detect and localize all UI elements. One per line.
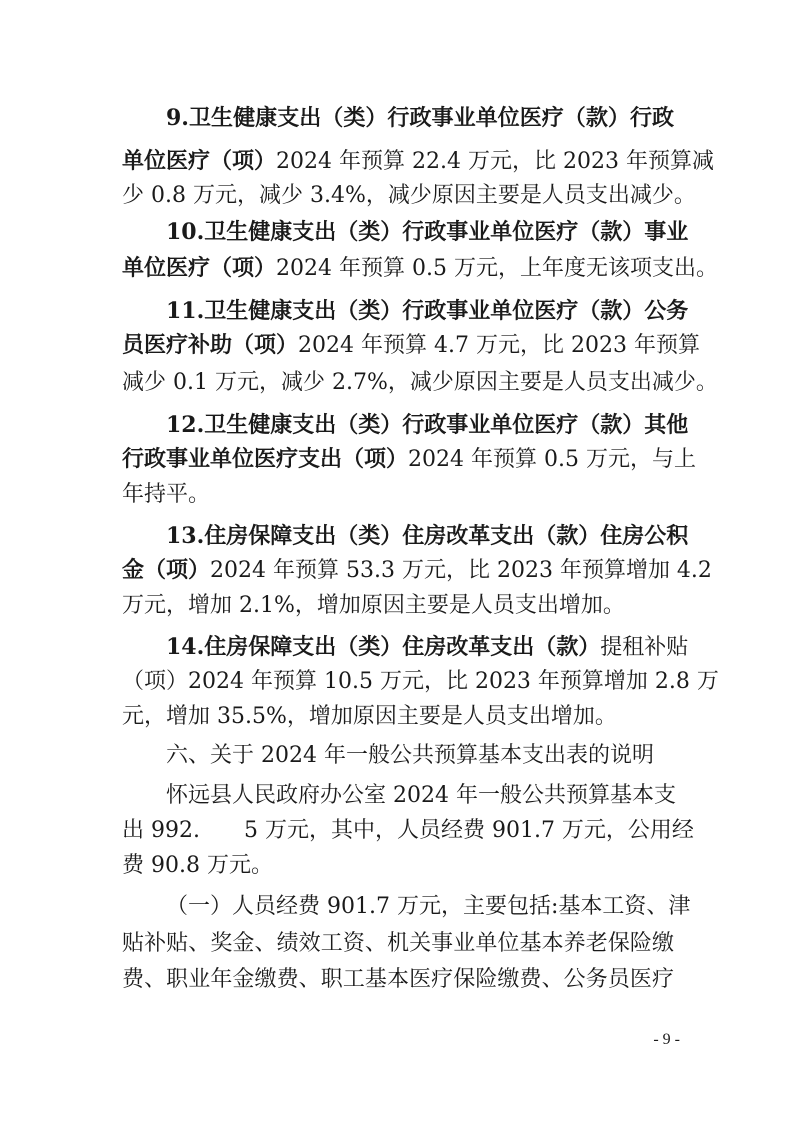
text-line <box>122 444 696 474</box>
body-text: 年持平。 <box>122 482 211 507</box>
text-line <box>166 632 689 662</box>
body-text: 六、关于 2024 年一般公共预算基本支出表的说明 <box>166 743 654 768</box>
body-text: 万元，增加 2.1%，增加原因主要是人员支出增加。 <box>122 593 625 618</box>
bold-text: 行政事业单位医疗支出（项） <box>122 446 409 472</box>
body-text: 怀远县人民政府办公室 2024 年一般公共预算基本支 <box>166 783 676 808</box>
body-text: 2024 年预算 53.3 万元，比 2023 年预算增加 4.2 <box>210 558 712 583</box>
text-line <box>122 479 674 509</box>
body-text: 提租补贴 <box>600 635 689 660</box>
text-line <box>166 521 689 551</box>
body-text: （项）2024 年预算 10.5 万元，比 2023 年预算增加 2.8 万 <box>122 669 719 694</box>
body-text: 2024 年预算 0.5 万元，上年度无该项支出。 <box>276 256 718 281</box>
bold-text: 9.卫生健康支出（类）行政事业单位医疗（款）行政 <box>166 105 674 131</box>
text-line <box>122 330 700 360</box>
text-line <box>122 555 712 585</box>
text-line <box>166 296 689 326</box>
body-text: 贴补贴、奖金、绩效工资、机关事业单位基本养老保险缴 <box>122 931 674 956</box>
text-line <box>122 666 719 696</box>
body-text: 费、职业年金缴费、职工基本医疗保险缴费、公务员医疗 <box>122 967 674 992</box>
section-heading <box>166 740 674 770</box>
text-line <box>122 701 674 731</box>
body-text: 2024 年预算 4.7 万元，比 2023 年预算 <box>298 333 700 358</box>
text-line <box>166 410 689 440</box>
text-line <box>122 850 674 880</box>
bold-text: 金（项） <box>122 557 211 583</box>
body-text: 出 992. 5 万元，其中，人员经费 901.7 万元，公用经 <box>122 818 694 843</box>
body-text: 少 0.8 万元，减少 3.4%，减少原因主要是人员支出减少。 <box>122 183 696 208</box>
text-line <box>122 928 674 958</box>
body-text: 减少 0.1 万元，减少 2.7%，减少原因主要是人员支出减少。 <box>122 370 718 395</box>
text-line <box>122 146 714 176</box>
text-line <box>122 815 694 845</box>
text-line <box>166 103 674 133</box>
page-number: - 9 - <box>653 1031 680 1048</box>
body-text: 元，增加 35.5%，增加原因主要是人员支出增加。 <box>122 704 617 729</box>
bold-text: 12.卫生健康支出（类）行政事业单位医疗（款）其他 <box>166 412 689 438</box>
body-text: 2024 年预算 22.4 万元，比 2023 年预算减 <box>276 149 714 174</box>
text-line <box>166 780 674 810</box>
bold-text: 13.住房保障支出（类）住房改革支出（款）住房公积 <box>166 523 689 549</box>
bold-text: 单位医疗（项） <box>122 255 277 281</box>
bold-text: 员医疗补助（项） <box>122 332 299 358</box>
text-line <box>122 590 674 620</box>
bold-text: 11.卫生健康支出（类）行政事业单位医疗（款）公务 <box>166 298 689 324</box>
text-line <box>122 367 718 397</box>
bold-text: 14.住房保障支出（类）住房改革支出（款） <box>166 634 601 660</box>
body-text: 费 90.8 万元。 <box>122 853 273 878</box>
body-text: 2024 年预算 0.5 万元，与上 <box>408 447 696 472</box>
text-line <box>122 180 696 210</box>
text-line <box>122 253 718 283</box>
bold-text: 单位医疗（项） <box>122 148 277 174</box>
text-line <box>166 217 689 247</box>
text-line <box>122 964 674 994</box>
body-text: （一）人员经费 901.7 万元，主要包括:基本工资、津 <box>166 894 691 919</box>
bold-text: 10.卫生健康支出（类）行政事业单位医疗（款）事业 <box>166 219 689 245</box>
text-line <box>166 891 691 921</box>
